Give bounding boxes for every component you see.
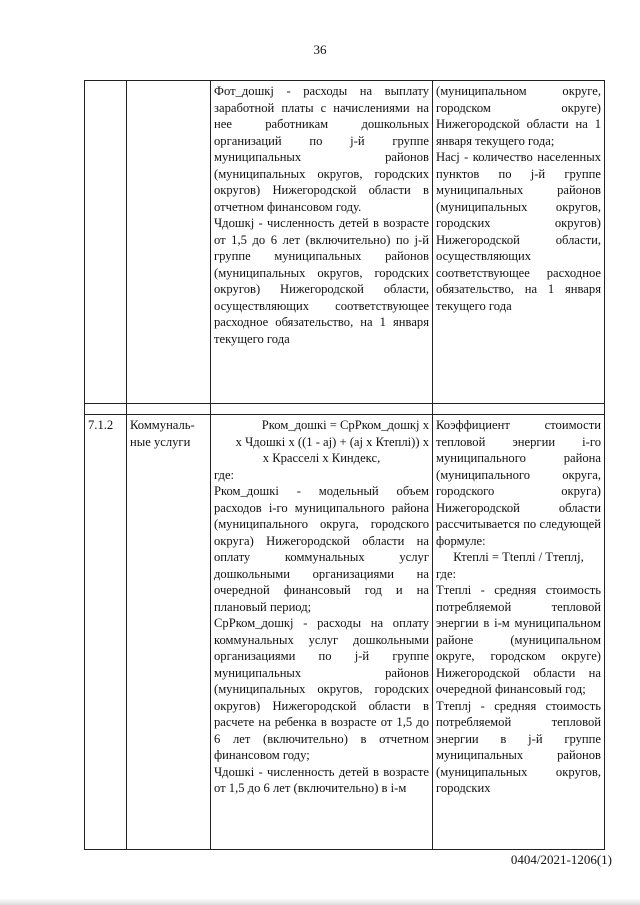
notes-cell	[433, 81, 605, 404]
page-number: 36	[313, 42, 327, 57]
formula-line: Рком_дошкi = СрРком_дошкj x	[261, 418, 429, 432]
definition-paragraph: Фот_дошкj - расходы на выплату заработной платы с начислениями на нее работникам дошкольных организаций по j-й группе муниципальных районов (муниципальных округов, городских округов) Нижегородской области в отчетном финансовом году.	[214, 84, 429, 214]
formula-line: x Красселi x Киндекс,	[262, 451, 381, 465]
definition-paragraph: Коэффициент стоимости тепловой энергии i-го муниципального района (муниципального округа, городского округа) Нижегородской области рассчитывается по следующей формуле:	[436, 418, 601, 548]
row-number-cell	[85, 81, 127, 404]
row-number-cell: 7.1.2	[85, 415, 127, 850]
definition-paragraph: Рком_дошкi - модельный объем расходов i-го муниципального района (муниципального округа, городского округа) Нижегородской области на оплату коммунальных услуг дошкольными организациями на очередной финансовый год и на плановый период;	[214, 484, 429, 614]
row-name-cell: Коммуналь-ные услуги	[127, 415, 211, 850]
definition-paragraph: Ттеплj - средняя стоимость потребляемой тепловой энергии в j-й группе муниципальных районов (муниципальных округов, городских	[436, 698, 601, 795]
definition-paragraph: Чдошкj - численность детей в возрасте от 1,5 до 6 лет (включительно) по j-й группе муниципальных районов (муниципальных округов, городских округов) Нижегородской области, осуществляющих соответствующее расходное обязательство, на 1 января текущего года	[214, 216, 429, 346]
formula-line: Ктеплi = Тteплi / Ттеплj,	[453, 550, 584, 564]
scan-edge	[0, 898, 640, 905]
definition-paragraph: СрРком_дошкj - расходы на оплату коммунальных услуг дошкольными организациями по j-й группе муниципальных районов (муниципальных округов, городских округов) Нижегородской области в расчете на ребенка в возрасте от 1,5 до 6 лет (включительно) в отчетном финансовом году;	[214, 616, 429, 762]
method-cell	[211, 415, 433, 850]
method-cell	[211, 81, 433, 404]
where-label: где:	[436, 566, 457, 581]
where-label: где:	[214, 467, 235, 482]
document-code: 0404/2021-1206(1)	[510, 852, 612, 867]
notes-cell	[433, 415, 605, 850]
table-row	[85, 415, 605, 850]
document-table	[84, 80, 605, 850]
formula-line: x Чдошкi x ((1 - аj) + (аj x Ктеплi)) x	[235, 434, 429, 449]
definition-paragraph: Ттеплi - средняя стоимость потребляемой тепловой энергии в i-м муниципальном районе (муниципальном округе, городском округе) Нижегородской области на очередной финансовый год;	[436, 583, 601, 696]
table-row	[85, 81, 605, 404]
definition-paragraph: Чдошкi - численность детей в возрасте от 1,5 до 6 лет (включительно) в i-м	[214, 764, 429, 795]
definition-paragraph: (муниципальном округе, городском округе) Нижегородской области на 1 января текущего года;	[436, 84, 601, 148]
definition-paragraph: Насj - количество населенных пунктов по j-й группе муниципальных районов (муниципальных округов, городских округов) Нижегородской области, осуществляющих соответствующее расходное обязательство, на 1 января текущего года	[436, 150, 601, 313]
row-name-cell	[127, 81, 211, 404]
